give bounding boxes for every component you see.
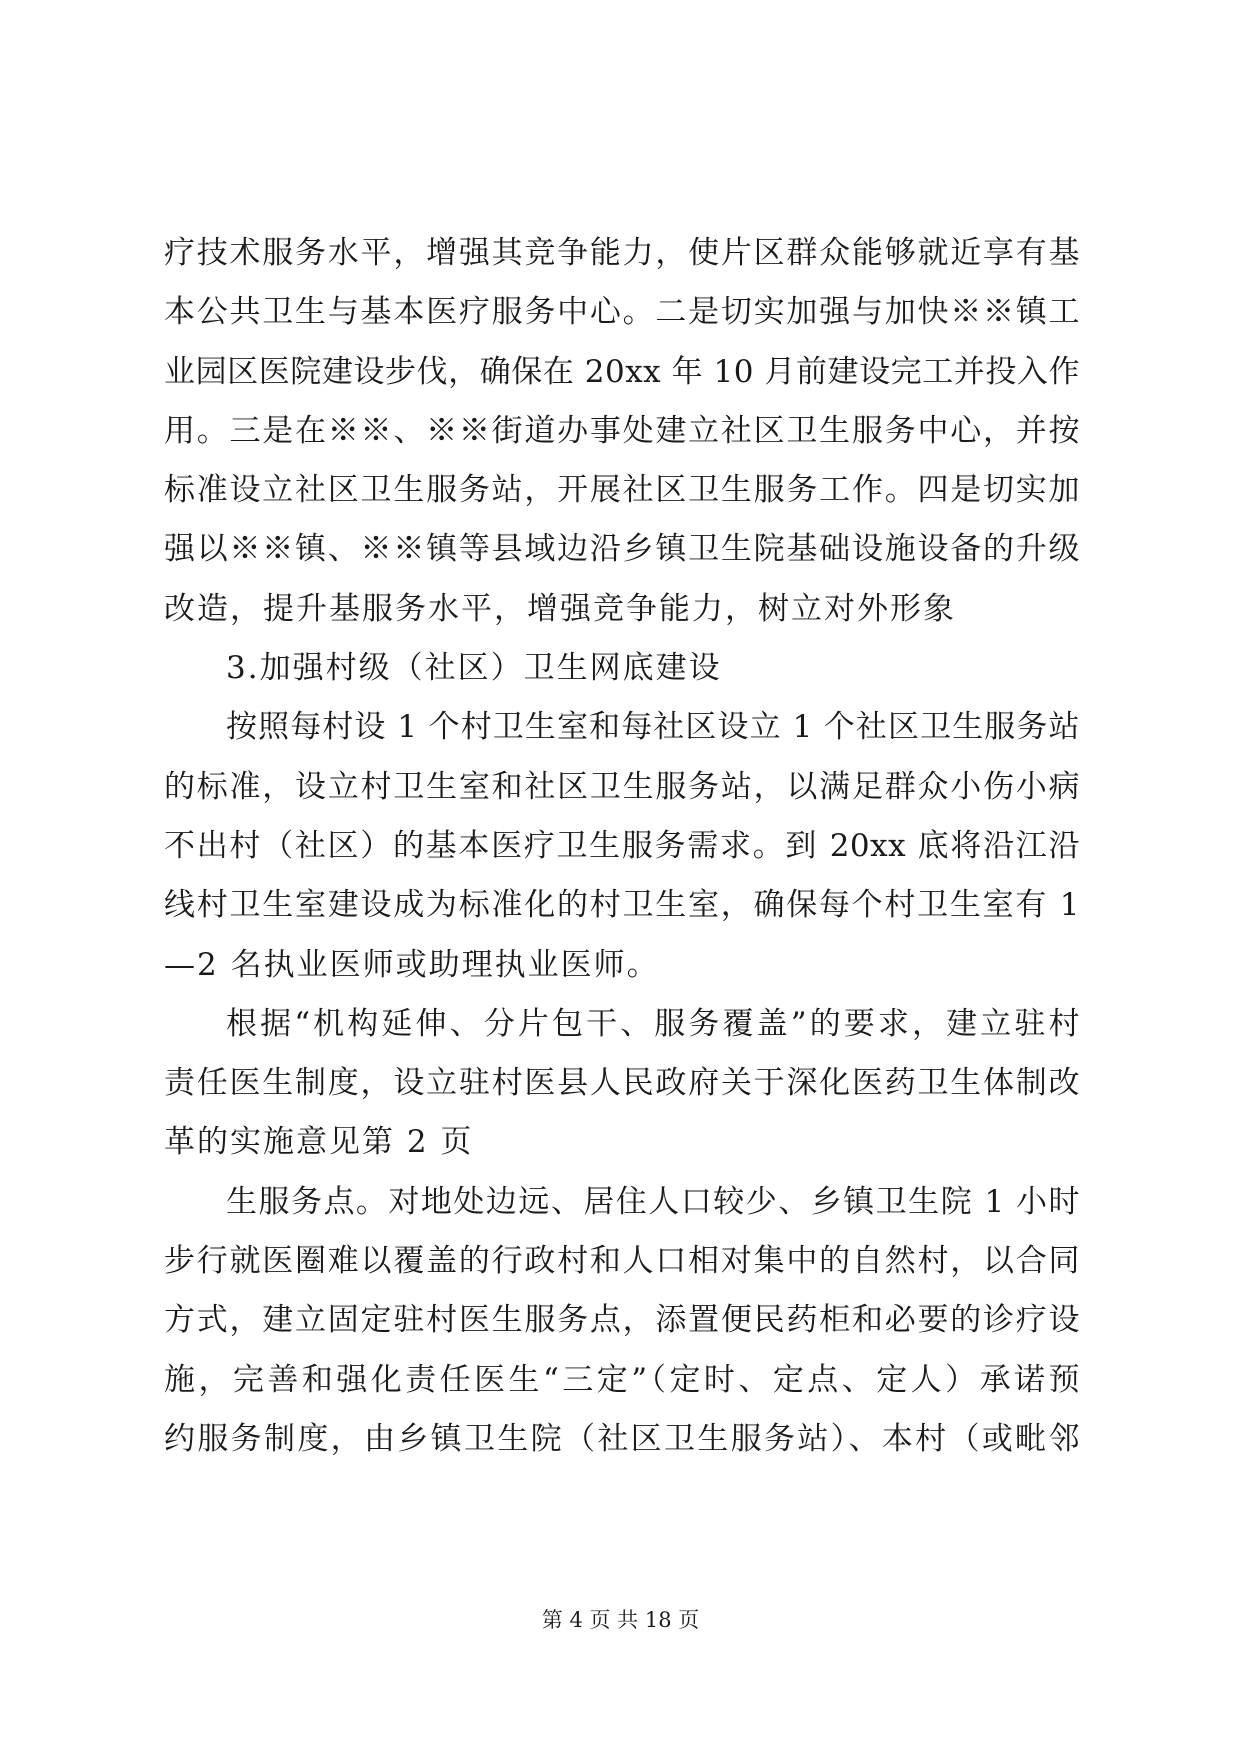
text-line: 3.加强村级（社区）卫生网底建设 — [226, 650, 722, 687]
text-line: 标准设立社区卫生服务站，开展社区卫生服务工作。四是切实加 — [164, 472, 1080, 509]
text-line: 改造，提升基服务水平，增强竞争能力，树立对外形象 — [164, 590, 956, 627]
document-body — [164, 224, 1080, 1469]
page-footer: 第 4 页 共 18 页 — [541, 1608, 700, 1632]
text-line: 步行就医圈难以覆盖的行政村和人口相对集中的自然村，以合同 — [164, 1243, 1080, 1280]
text-line: 生服务点。对地处边远、居住人口较少、乡镇卫生院 1 小时 — [226, 1183, 1080, 1220]
text-line: 施，完善和强化责任医生“三定”（定时、定点、定人）承诺预 — [164, 1361, 1080, 1398]
text-line: 疗技术服务水平，增强其竞争能力，使片区群众能够就近享有基 — [164, 235, 1080, 271]
text-line: 责任医生制度，设立驻村医县人民政府关于深化医药卫生体制改 — [164, 1065, 1080, 1102]
text-line: 不出村（社区）的基本医疗卫生服务需求。到 20xx 底将沿江沿 — [164, 827, 1080, 864]
text-line: 的标准，设立村卫生室和社区卫生服务站，以满足群众小伤小病 — [164, 768, 1080, 805]
text-line: 按照每村设 1 个村卫生室和每社区设立 1 个社区卫生服务站 — [226, 709, 1080, 746]
text-line: 业园区医院建设步伐，确保在 20xx 年 10 月前建设完工并投入作 — [164, 353, 1080, 390]
text-line: 本公共卫生与基本医疗服务中心。二是切实加强与加快※※镇工 — [164, 294, 1080, 331]
text-line: 革的实施意见第 2 页 — [164, 1124, 474, 1161]
text-line: 约服务制度，由乡镇卫生院（社区卫生服务站）、本村（或毗邻 — [164, 1420, 1080, 1457]
text-line: 强以※※镇、※※镇等县域边沿乡镇卫生院基础设施设备的升级 — [164, 531, 1080, 568]
text-line: 线村卫生室建设成为标准化的村卫生室，确保每个村卫生室有 1 — [164, 887, 1080, 924]
text-line: 方式，建立固定驻村医生服务点，添置便民药柜和必要的诊疗设 — [164, 1302, 1080, 1339]
text-line: —2 名执业医师或助理执业医师。 — [164, 946, 660, 983]
text-line: 用。三是在※※、※※街道办事处建立社区卫生服务中心，并按 — [164, 412, 1080, 449]
text-line: 根据“机构延伸、分片包干、服务覆盖”的要求，建立驻村 — [226, 1005, 1080, 1042]
